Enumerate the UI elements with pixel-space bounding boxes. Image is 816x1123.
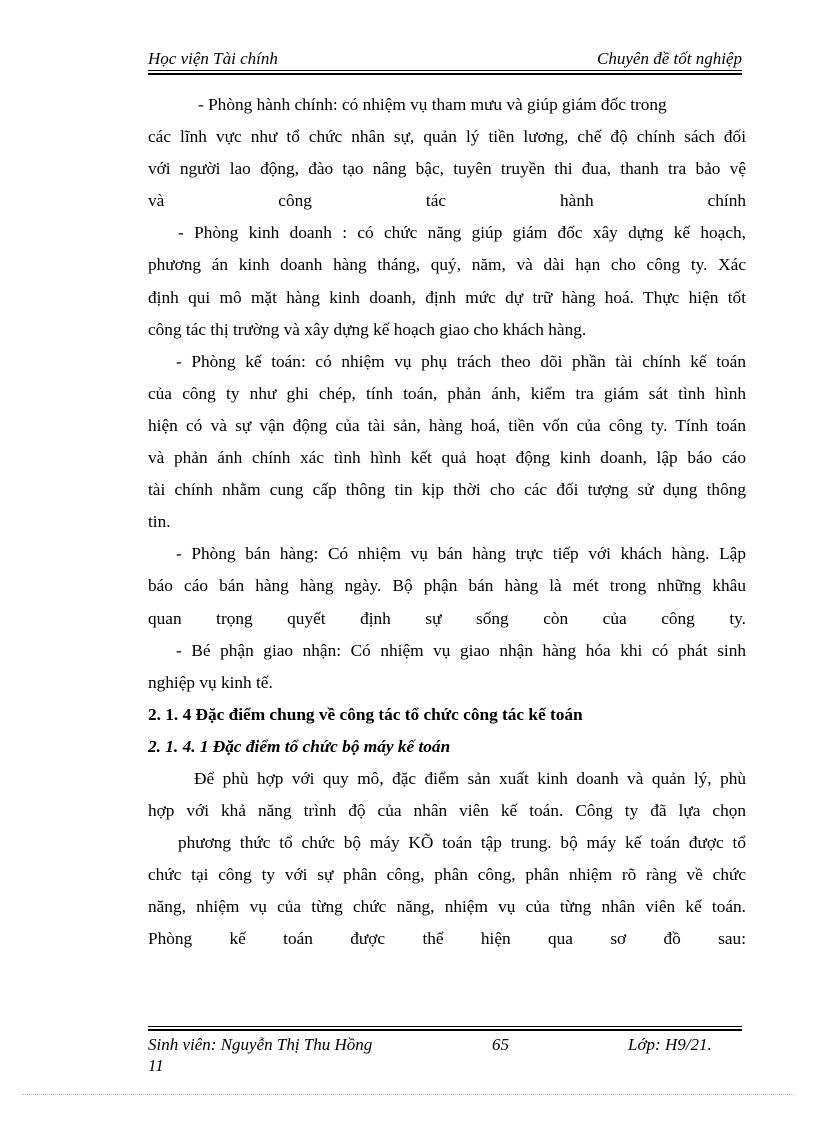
paragraph-line: tài chính nhằm cung cấp thông tin kịp thời cho các đối tượng sử dụng thông bbox=[148, 480, 746, 500]
paragraph-line: chức tại công ty với sự phân công, phân công, phân nhiệm rõ ràng về chức bbox=[148, 865, 746, 885]
paragraph-line: tin. bbox=[148, 512, 171, 532]
paragraph-line: hợp với khả năng trình độ của nhân viên kế toán. Công ty đã lựa chọn bbox=[148, 801, 746, 821]
paragraph-line: phương thức tổ chức bộ máy KÕ toán tập trung. bộ máy kế toán được tổ bbox=[178, 833, 746, 853]
footer-student-name: Sinh viên: Nguyễn Thị Thu Hồng bbox=[148, 1035, 373, 1054]
footer-class-continued: 11 bbox=[148, 1056, 164, 1075]
footer-rule-thick bbox=[148, 1029, 742, 1031]
paragraph-line: - Phòng hành chính: có nhiệm vụ tham mưu và giúp giám đốc trong bbox=[198, 95, 667, 114]
paragraph-line: với người lao động, đào tạo nâng bậc, tuyên truyền thi đua, thanh tra bảo vệ bbox=[148, 159, 746, 179]
paragraph-line: năng, nhiệm vụ của từng chức năng, nhiệm vụ của từng nhân viên kế toán. bbox=[148, 897, 746, 917]
page-number: 65 bbox=[492, 1035, 509, 1054]
page-header bbox=[148, 47, 742, 71]
paragraph-line: - Bé phận giao nhận: Có nhiệm vụ giao nhận hàng hóa khi có phát sinh bbox=[176, 640, 746, 660]
subsection-heading: 2. 1. 4. 1 Đặc điểm tổ chức bộ máy kế toán bbox=[148, 736, 451, 756]
paragraph-line: công tác thị trường và xây dựng kế hoạch giao cho khách hàng. bbox=[148, 319, 587, 339]
paragraph-line: hiện có và sự vận động của tài sản, hàng hoá, tiền vốn của công ty. Tính toán bbox=[148, 415, 746, 435]
paragraph-line: quan trọng quyết định sự sống còn của công ty. bbox=[148, 608, 746, 628]
paragraph-line: - Phòng bán hàng: Có nhiệm vụ bán hàng trực tiếp với khách hàng. Lập bbox=[176, 544, 746, 564]
paragraph-line: Để phù hợp với quy mô, đặc điểm sản xuất kinh doanh và quản lý, phù bbox=[194, 768, 746, 788]
footer-rule bbox=[148, 1026, 742, 1027]
paragraph-line: của công ty như ghi chép, tính toán, phản ánh, kiểm tra giám sát tình hình bbox=[148, 383, 746, 403]
paragraph-line: nghiệp vụ kinh tế. bbox=[148, 672, 273, 692]
paragraph-line: báo cáo bán hàng hàng ngày. Bộ phận bán hàng là mét trong những khâu bbox=[148, 576, 746, 596]
header-document-type: Chuyên đề tốt nghiệp bbox=[597, 49, 742, 68]
header-institution: Học viện Tài chính bbox=[148, 49, 278, 68]
section-heading: 2. 1. 4 Đặc điểm chung về công tác tổ chức công tác kế toán bbox=[148, 704, 583, 724]
paragraph-line: Phòng kế toán được thể hiện qua sơ đồ sau: bbox=[148, 929, 746, 949]
paragraph-line: các lĩnh vực như tổ chức nhân sự, quản lý tiền lương, chế độ chính sách đối bbox=[148, 127, 746, 147]
paragraph-line: - Phòng kế toán: có nhiệm vụ phụ trách theo dõi phần tài chính kế toán bbox=[176, 351, 746, 371]
header-rule bbox=[148, 70, 742, 71]
document-body bbox=[148, 89, 746, 956]
paragraph-line: - Phòng kinh doanh : có chức năng giúp giám đốc xây dựng kế hoạch, bbox=[178, 223, 746, 243]
header-rule-thick bbox=[148, 73, 742, 75]
paragraph-line: và phản ánh chính xác tình hình kết quả hoạt động kinh doanh, lập báo cáo bbox=[148, 448, 746, 468]
page-edge-divider bbox=[22, 1094, 794, 1095]
paragraph-line: định qui mô mặt hàng kinh doanh, định mức dự trữ hàng hoá. Thực hiện tốt bbox=[148, 287, 746, 307]
footer-class: Lớp: H9/21. bbox=[628, 1035, 712, 1054]
paragraph-line: và công tác hành chính bbox=[148, 191, 746, 211]
paragraph-line: phương án kinh doanh hàng tháng, quý, năm, và dài hạn cho công ty. Xác bbox=[148, 255, 746, 275]
